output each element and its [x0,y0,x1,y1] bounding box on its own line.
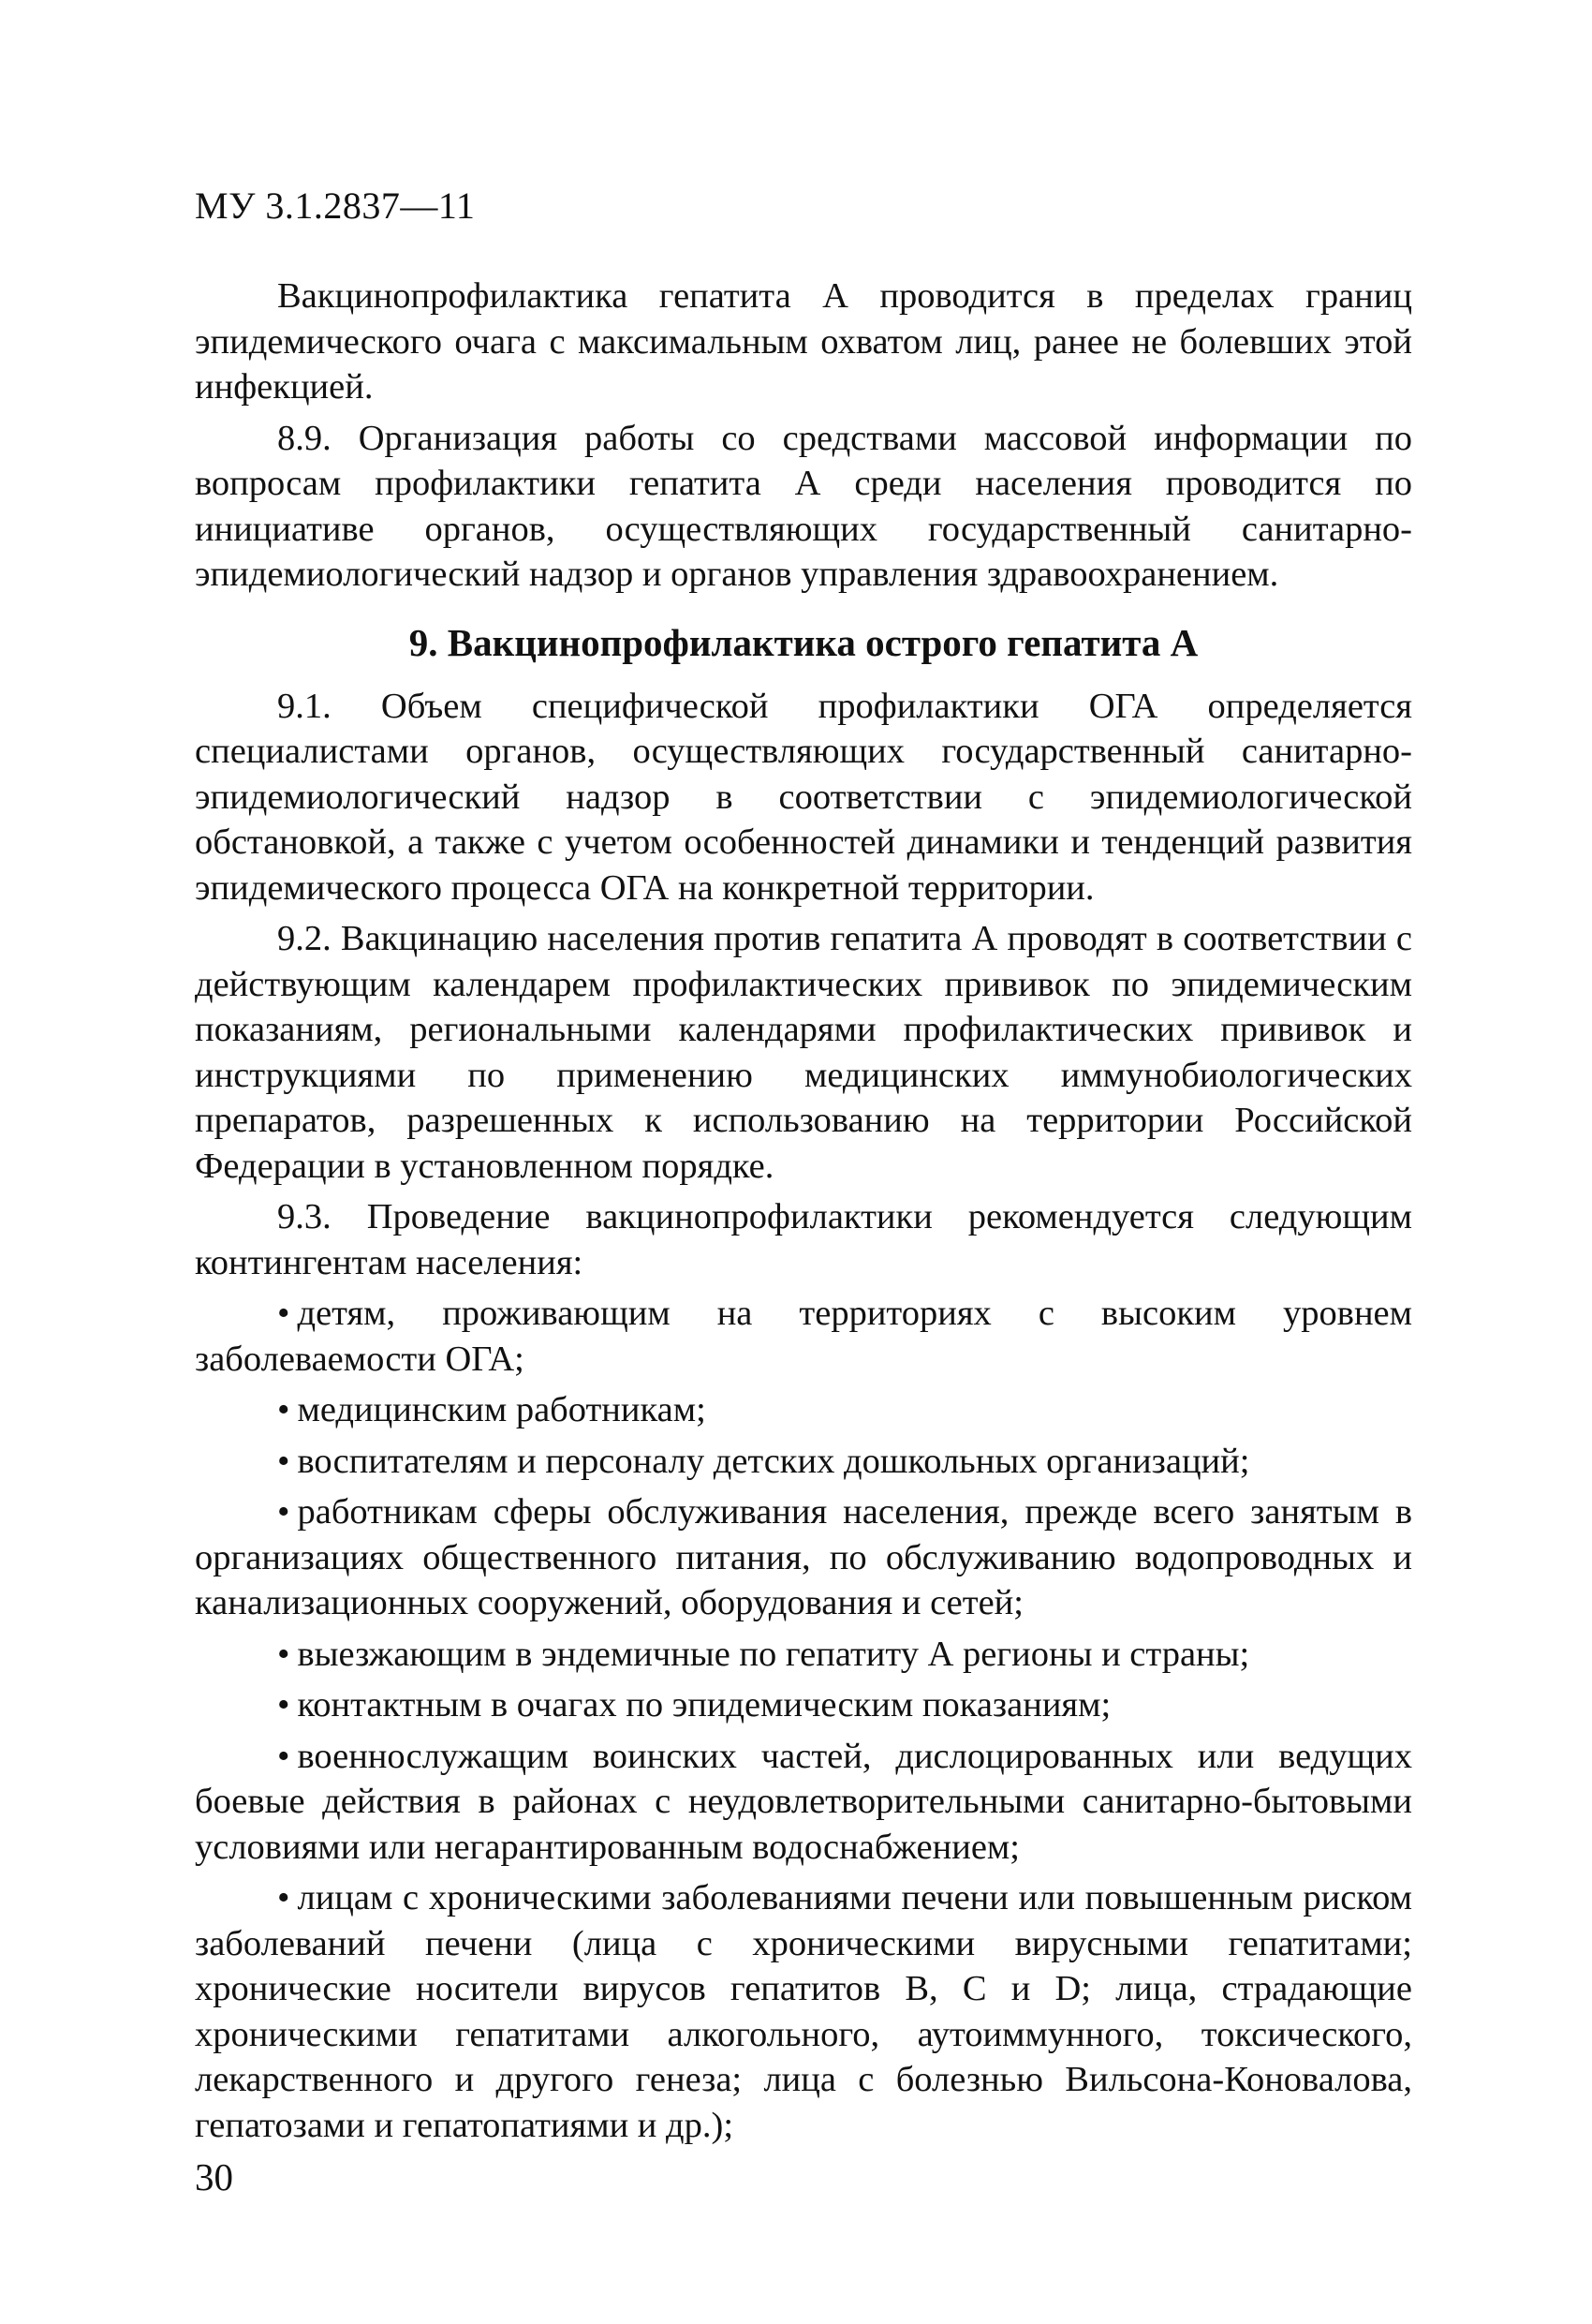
list-item-text: воспитателям и персоналу детских дошкольных организаций; [297,1441,1250,1481]
paragraph-9-3: 9.3. Проведение вакцинопрофилактики рекомендуется следующим контингентам населения: [195,1197,1412,1282]
paragraph-9-2: 9.2. Вакцинацию населения против гепатита А проводят в соответствии с действующим календарем профилактических прививок по эпидемическим показаниям, региональными календарями профилактических прививок и инструкциями по применению медицинских иммунобиологических препаратов, разрешенных к использованию на территории Российской Федерации в установленном порядке. [195,919,1412,1186]
paragraph-vaccination-in-focus: Вакцинопрофилактика гепатита А проводится в пределах границ эпидемического очага с максимальным охватом лиц, ранее не болевших этой инфекцией. [195,276,1412,407]
bullet-icon: • [277,1634,290,1674]
bullet-icon: • [277,1736,290,1776]
bullet-icon: • [277,1390,290,1429]
list-item [195,1632,1412,1678]
list-item [195,1489,1412,1626]
paragraph-9-1: 9.1. Объем специфической профилактики ОГА определяется специалистами органов, осуществляющих государственный санитарно-эпидемиологический надзор в соответствии с эпидемиологической обстановкой, а также с учетом особенностей динамики и тенденций развития эпидемического процесса ОГА на конкретной территории. [195,686,1412,908]
list-item [195,1439,1412,1485]
list-item-text: медицинским работникам; [297,1390,706,1429]
page-number: 30 [195,2155,233,2198]
bullet-icon: • [277,1878,290,1917]
list-item-text: лицам с хроническими заболеваниями печени или повышенным риском заболеваний печени (лица с хроническими вирусными гепатитами; хронические носители вирусов гепатитов В, С и D; лица, страдающие хроническими гепатитами алкогольного, аутоиммунного, токсического, лекарственного и другого генеза; лица с болезнью Вильсона-Коновалова, гепатозами и гепатопатиями и др.); [195,1878,1412,2145]
list-item-text: контактным в очагах по эпидемическим показаниям; [297,1685,1112,1724]
list-item [195,1291,1412,1382]
bullet-icon: • [277,1441,290,1481]
list-item [195,1682,1412,1728]
section-title: 9. Вакцинопрофилактика острого гепатита А [408,620,1199,664]
list-item-text: выезжающим в эндемичные по гепатиту А регионы и страны; [297,1634,1250,1674]
bullet-icon: • [277,1294,290,1333]
document-code-header: МУ 3.1.2837—11 [195,185,476,227]
list-item [195,1875,1412,2148]
list-item [195,1387,1412,1433]
list-item-text: детям, проживающим на территориях с высоким уровнем заболеваемости ОГА; [195,1294,1412,1379]
list-item-text: работникам сферы обслуживания населения, прежде всего занятым в организациях общественного питания, по обслуживанию водопроводных и канализационных сооружений, оборудования и сетей; [195,1492,1412,1622]
list-item [195,1734,1412,1871]
list-item-text: военнослужащим воинских частей, дислоцированных или ведущих боевые действия в районах с неудовлетворительными санитарно-бытовыми условиями или негарантированным водоснабжением; [195,1736,1412,1867]
bullet-icon: • [277,1492,290,1532]
paragraph-8-9: 8.9. Организация работы со средствами массовой информации по вопросам профилактики гепатита А среди населения проводится по инициативе органов, осуществляющих государственный санитарно-эпидемиологический надзор и органов управления здравоохранением. [195,418,1412,594]
bullet-icon: • [277,1685,290,1724]
document-body [195,274,1412,2148]
